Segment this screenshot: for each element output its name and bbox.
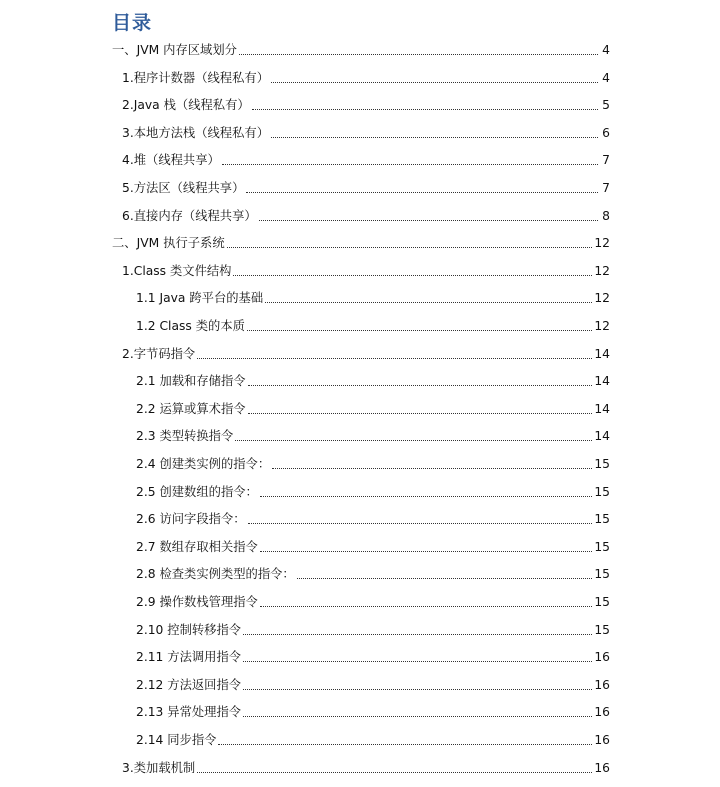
dot-leader	[247, 329, 592, 331]
toc-entry[interactable]	[122, 204, 610, 224]
toc-entry-page: 5	[602, 98, 610, 113]
toc-entry-page: 6	[602, 125, 610, 140]
dot-leader	[239, 53, 598, 55]
toc-entry-page: 14	[594, 401, 610, 416]
dot-leader	[248, 384, 593, 386]
toc-entry-page: 4	[602, 70, 610, 85]
toc-entry-page: 16	[594, 760, 610, 775]
toc-entry-page: 12	[594, 291, 610, 306]
toc-entry-label: 2.11 方法调用指令	[136, 650, 242, 665]
toc-title: 目录	[112, 12, 153, 34]
dot-leader	[197, 357, 592, 359]
toc-entry-page: 15	[594, 484, 610, 499]
dot-leader	[297, 577, 593, 579]
toc-entry-page: 16	[594, 677, 610, 692]
toc-entry-page: 16	[594, 705, 610, 720]
toc-entry-page: 12	[594, 319, 610, 333]
toc-entry[interactable]	[136, 645, 610, 665]
toc-entry-label: 2.13 异常处理指令	[136, 705, 242, 720]
dot-leader	[271, 136, 598, 138]
toc-entry[interactable]	[136, 590, 610, 610]
toc-entry[interactable]	[136, 618, 610, 638]
toc-entry-label: 2.14 同步指令	[136, 733, 217, 747]
toc-entry-label: 2.2 运算或算术指令	[136, 401, 246, 416]
toc-entry-label: 3.类加载机制	[122, 760, 196, 775]
toc-entry[interactable]	[112, 38, 610, 58]
toc-entry-page: 14	[594, 429, 610, 444]
toc-entry-page: 15	[594, 567, 610, 582]
toc-entry[interactable]	[136, 562, 610, 582]
toc-entry[interactable]	[122, 66, 610, 86]
toc-entry-page: 15	[594, 595, 610, 609]
toc-entry[interactable]	[136, 507, 610, 527]
toc-entry-page: 14	[594, 374, 610, 389]
toc-entry[interactable]	[122, 756, 610, 776]
toc-entry-label: 5.方法区（线程共享）	[122, 181, 245, 195]
dot-leader	[259, 219, 598, 221]
toc-entry-label: 2.Java 栈（线程私有）	[122, 98, 250, 113]
toc-entry-label: 2.10 控制转移指令	[136, 622, 242, 637]
toc-entry-label: 二、JVM 执行子系统	[112, 236, 225, 251]
toc-entry[interactable]	[136, 673, 610, 693]
toc-entry-label: 6.直接内存（线程共享）	[122, 208, 257, 223]
toc-entry-page: 15	[594, 512, 610, 527]
toc-entry[interactable]	[122, 176, 610, 196]
toc-entry-label: 2.9 操作数栈管理指令	[136, 595, 258, 609]
toc-entry-label: 一、JVM 内存区域划分	[112, 43, 237, 57]
toc-entry[interactable]	[136, 397, 610, 417]
toc-entry-page: 16	[594, 733, 610, 747]
toc-entry[interactable]	[122, 93, 610, 113]
toc-entry-label: 2.7 数组存取相关指令	[136, 539, 258, 554]
toc-entry-page: 15	[594, 539, 610, 554]
dot-leader	[260, 495, 593, 497]
toc-entry[interactable]	[136, 424, 610, 444]
toc-entry-label: 4.堆（线程共享）	[122, 153, 220, 168]
dot-leader	[227, 246, 593, 248]
toc-entry-page: 7	[602, 181, 610, 195]
toc-entry-label: 1.程序计数器（线程私有）	[122, 70, 269, 85]
toc-entry-page: 7	[602, 153, 610, 168]
toc-entry[interactable]	[136, 286, 610, 306]
toc-entry-label: 2.字节码指令	[122, 346, 196, 361]
toc-entry[interactable]	[136, 535, 610, 555]
dot-leader	[271, 81, 598, 83]
toc-entry-label: 2.12 方法返回指令	[136, 677, 242, 692]
dot-leader	[248, 522, 593, 524]
toc-entry-label: 2.1 加载和存储指令	[136, 374, 246, 389]
toc-entry[interactable]	[122, 342, 610, 362]
toc-entry-label: 2.3 类型转换指令	[136, 429, 234, 444]
dot-leader	[218, 743, 592, 745]
toc-entry-label: 1.Class 类文件结构	[122, 263, 232, 278]
dot-leader	[197, 771, 592, 773]
dot-leader	[265, 301, 592, 303]
dot-leader	[233, 274, 592, 276]
toc-entry[interactable]	[136, 480, 610, 500]
dot-leader	[235, 439, 592, 441]
toc-entry-label: 1.1 Java 跨平台的基础	[136, 291, 264, 306]
dot-leader	[246, 191, 598, 193]
toc-entry-page: 8	[602, 208, 610, 223]
toc-entry[interactable]	[136, 314, 610, 334]
toc-entry-page: 16	[594, 650, 610, 665]
toc-entry-label: 2.4 创建类实例的指令：	[136, 457, 271, 471]
dot-leader	[243, 715, 592, 717]
toc-entry[interactable]	[122, 121, 610, 141]
toc-entry-page: 12	[594, 263, 610, 278]
toc-entry-label: 2.5 创建数组的指令：	[136, 484, 258, 499]
dot-leader	[243, 660, 592, 662]
toc-entry-page: 14	[594, 346, 610, 361]
toc-entry-label: 3.本地方法栈（线程私有）	[122, 125, 269, 140]
dot-leader	[260, 550, 593, 552]
toc-entry-page: 15	[594, 622, 610, 637]
toc-entry[interactable]	[136, 452, 610, 472]
toc-entry-label: 1.2 Class 类的本质	[136, 319, 245, 333]
dot-leader	[222, 163, 598, 165]
toc-entry-label: 2.6 访问字段指令：	[136, 512, 246, 527]
dot-leader	[260, 605, 593, 607]
dot-leader	[272, 467, 592, 469]
toc-entry[interactable]	[112, 231, 610, 251]
toc-entry[interactable]	[136, 369, 610, 389]
toc-entry-page: 15	[594, 457, 610, 471]
toc-entry-label: 2.8 检查类实例类型的指令：	[136, 567, 295, 582]
dot-leader	[252, 108, 598, 110]
toc-entry-page: 4	[602, 43, 610, 57]
toc-entry[interactable]	[122, 259, 610, 279]
dot-leader	[248, 412, 593, 414]
dot-leader	[243, 688, 592, 690]
toc-entry[interactable]	[136, 700, 610, 720]
toc-entry-page: 12	[594, 236, 610, 251]
toc-entry[interactable]	[122, 148, 610, 168]
dot-leader	[243, 633, 592, 635]
toc-entry[interactable]	[136, 728, 610, 748]
